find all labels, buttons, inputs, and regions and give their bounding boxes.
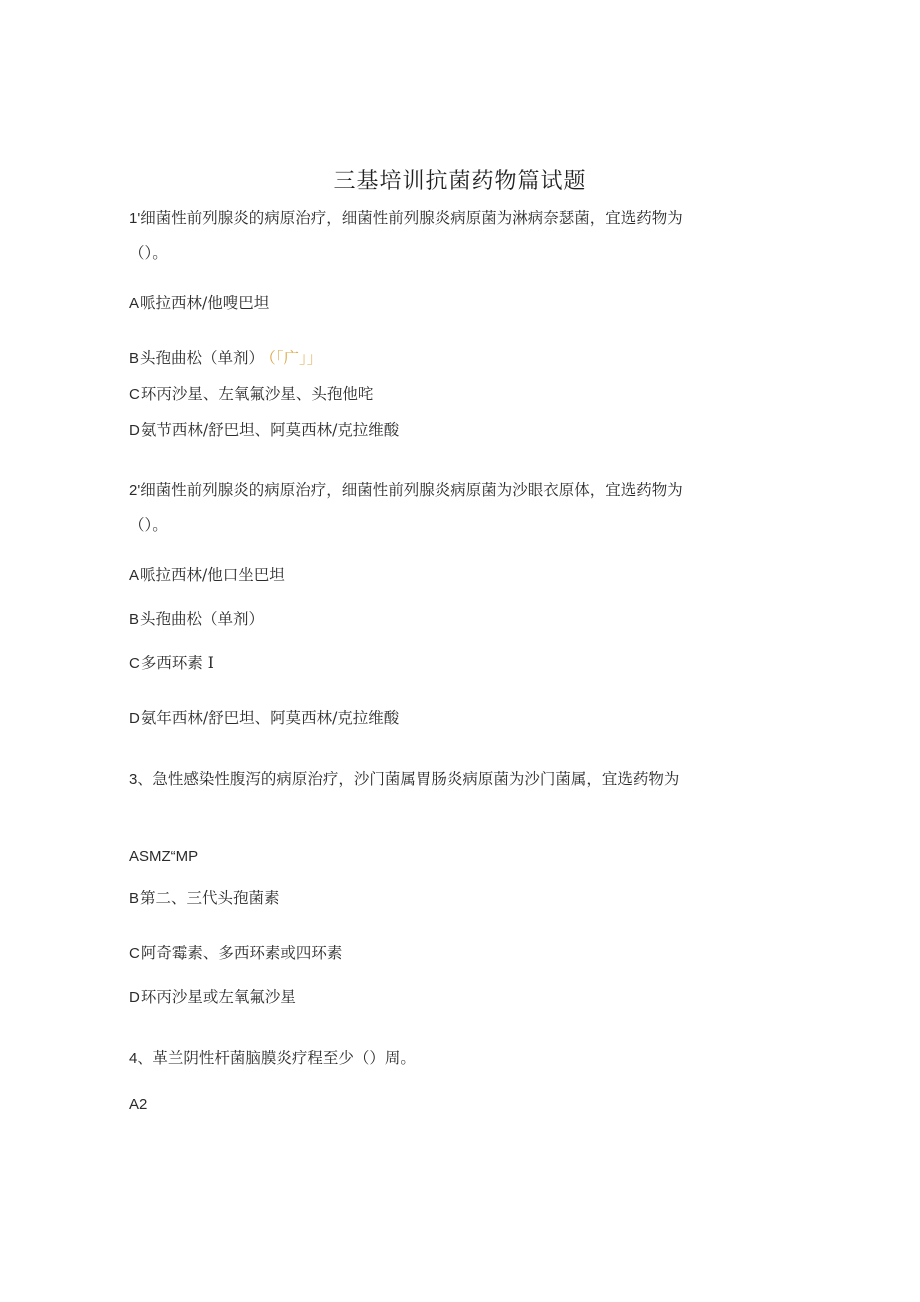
option-text: 头孢曲松（单剂） [140,610,265,628]
option-text: 哌拉西林/他嗖巴坦 [140,294,270,312]
option-label: B [129,890,140,907]
option-1c [129,382,373,404]
option-text: 氨年西林/舒巴坦、阿莫西林/克拉维酸 [140,709,400,727]
option-text: 头孢曲松（单剂） [140,349,265,367]
option-3a [129,848,198,865]
option-label: B [129,611,140,628]
option-label: B [129,350,140,367]
question-1-continuation: （）。 [129,244,168,262]
option-text: 氨节西林/舒巴坦、阿莫西林/克拉维酸 [140,421,400,439]
option-label: A2 [129,1096,148,1113]
document-title: 三基培训抗菌药物篇试题 [333,169,587,194]
option-2c [129,651,214,673]
option-label: D [129,422,140,439]
option-label: C [129,386,140,403]
question-number: 3、 [129,771,153,788]
option-2b [129,607,264,629]
question-number: 4、 [129,1050,153,1067]
option-1d [129,418,399,440]
answer-mark: （「广」」 [268,349,323,367]
option-label: D [129,989,140,1006]
option-3b [129,886,280,908]
question-3 [129,767,679,789]
question-text: 急性感染性腹泻的病原治疗，沙门菌属胃肠炎病原菌为沙门菌属，宜选药物为 [152,770,680,788]
option-label: C [129,945,140,962]
option-1a [129,291,269,313]
question-4 [129,1046,416,1068]
question-number: 2' [129,482,141,499]
option-2a [129,563,285,585]
option-2d [129,706,399,728]
option-text: 环丙沙星、左氧氟沙星、头孢他咤 [140,385,374,403]
option-text: 环丙沙星或左氧氟沙星 [140,988,296,1006]
option-text: 哌拉西林/他口坐巴坦 [140,566,285,584]
option-1b [129,346,322,368]
question-text: 革兰阴性杆菌脑膜炎疗程至少（）周。 [152,1049,416,1067]
option-label: D [129,710,140,727]
option-text: 第二、三代头孢菌素 [140,889,280,907]
question-1 [129,206,683,228]
option-text: 阿奇霉素、多西环素或四环素 [140,944,343,962]
question-number: 1' [129,210,141,227]
option-label: A [129,567,140,584]
option-label: C [129,655,140,672]
option-text: ASMZ“MP [129,848,199,865]
question-text: 细菌性前列腺炎的病原治疗，细菌性前列腺炎病原菌为淋病奈瑟菌，宜选药物为 [140,209,683,227]
option-label: A [129,295,140,312]
question-2-continuation: （）。 [129,516,168,534]
option-3c [129,941,342,963]
option-3d [129,985,296,1007]
option-4a [129,1096,147,1113]
option-text: 多西环素 I [140,654,214,672]
question-2 [129,478,683,500]
question-text: 细菌性前列腺炎的病原治疗，细菌性前列腺炎病原菌为沙眼衣原体，宜选药物为 [140,481,683,499]
